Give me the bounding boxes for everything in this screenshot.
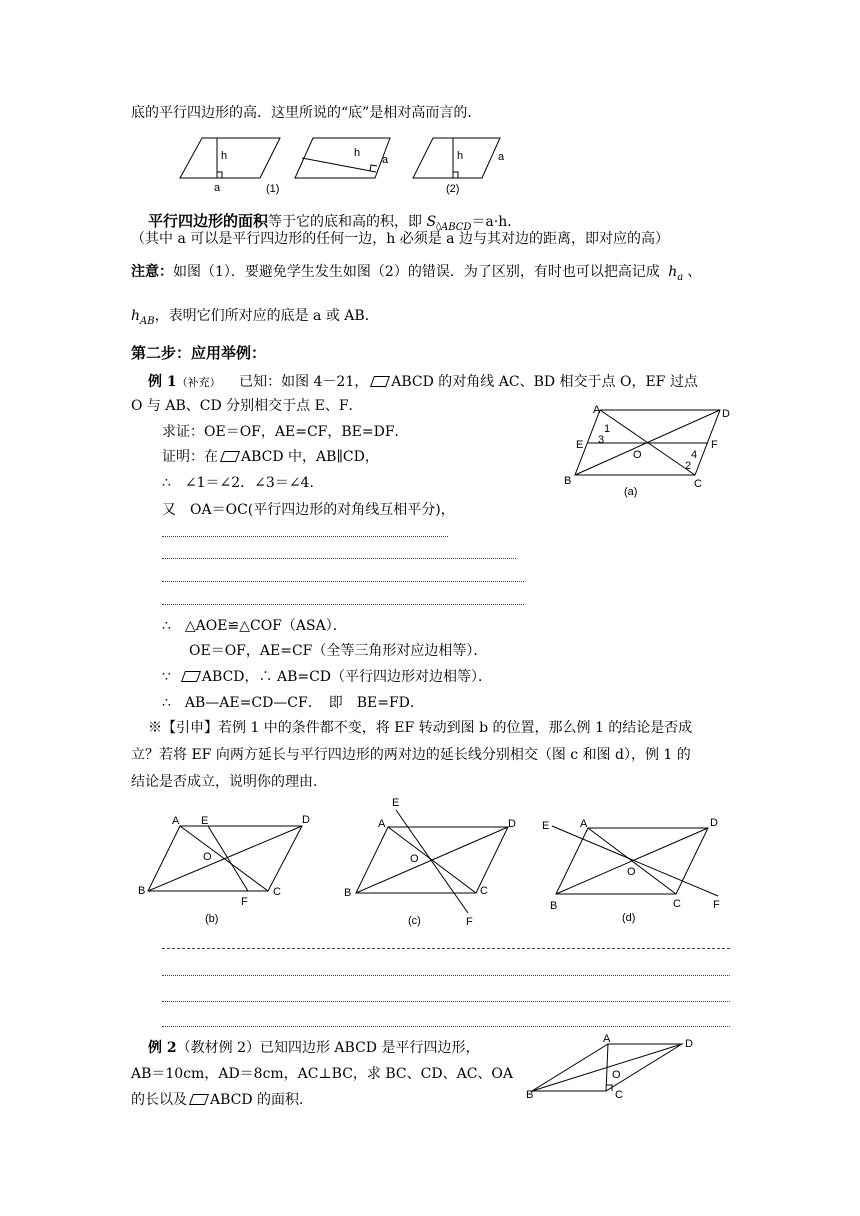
area-text-pre: 等于它的底和高的积，即 <box>268 214 423 230</box>
ex2-line-3 <box>131 1090 313 1110</box>
ex1-line-1 <box>148 372 698 393</box>
angle-1: 1 <box>604 423 611 435</box>
parallelogram-icon <box>181 671 201 682</box>
figure-2 <box>413 138 505 195</box>
h-symbol: h <box>668 264 678 280</box>
caption-c: (c) <box>408 915 421 927</box>
label-D: D <box>710 817 718 829</box>
height-figures <box>170 130 530 200</box>
area-text-post: ＝a·h． <box>471 214 522 230</box>
ex1-tag: （补充） <box>176 376 221 389</box>
ex1-prove: 求证：OE＝OF，AE=CF，BE=DF． <box>162 424 409 440</box>
label-C: C <box>273 886 281 898</box>
label-F: F <box>241 896 248 908</box>
intro-text: 底的平行四边形的高．这里所说的“底”是相对高而言的． <box>131 105 482 121</box>
notice-line-1 <box>131 262 701 288</box>
notice-text-2: ，表明它们所对应的底是 a 或 AB． <box>154 308 379 324</box>
label-a: a <box>498 151 505 163</box>
label-B: B <box>344 887 352 899</box>
figure-1b <box>266 138 390 195</box>
label-E: E <box>576 439 584 451</box>
caption-2: (2) <box>446 183 460 195</box>
ex1-conclusion-1: ∴ △AOE≌△COF（ASA）． <box>162 618 347 634</box>
h-symbol: h <box>131 308 141 324</box>
notice-line-2 <box>131 306 379 332</box>
label-D: D <box>508 818 516 830</box>
label-F: F <box>466 916 473 928</box>
caption-b: (b) <box>205 913 219 925</box>
angle-2: 2 <box>685 460 692 472</box>
label-C: C <box>673 898 681 910</box>
notice-separator: 、 <box>687 264 702 280</box>
label-O: O <box>203 851 212 863</box>
label-D: D <box>685 1038 693 1050</box>
label-O: O <box>627 866 636 878</box>
area-symbol-sub: ◊ABCD <box>436 222 472 233</box>
extension-line-2: 立？若将 EF 向两方延长与平行四边形的两对边的延长线分别相交（图 c 和图 d），例 1 的 <box>131 747 691 763</box>
answer-line <box>162 1026 730 1027</box>
answer-line <box>162 1001 730 1002</box>
figure-c <box>344 797 516 928</box>
label-F: F <box>713 899 720 911</box>
label-A: A <box>378 818 386 830</box>
figure-1a <box>180 138 280 194</box>
ex1-line-2: O 与 AB、CD 分别相交于点 E、F． <box>131 398 363 414</box>
ex1-conclusion-3-text: ABCD，∴ AB=CD（平行四边形对边相等）． <box>201 669 493 685</box>
label-A: A <box>593 404 601 416</box>
label-O: O <box>633 449 642 461</box>
step2-heading: 第二步：应用举例： <box>131 344 267 362</box>
ex1-conclusion-2: OE＝OF，AE=CF（全等三角形对应边相等）． <box>189 643 488 659</box>
label-O: O <box>410 853 419 865</box>
angle-3: 3 <box>598 434 605 446</box>
ex2-text-1: （教材例 2）已知四边形 ABCD 是平行四边形， <box>176 1040 480 1056</box>
figure-d <box>542 817 720 924</box>
h-sub-ab: AB <box>140 316 155 327</box>
ex1-proof-pre: 证明：在 <box>162 449 218 465</box>
because-symbol: ∵ <box>162 669 171 685</box>
area-note: （其中 a 可以是平行四边形的任何一边，h 必须是 a 边与其对边的距离，即对应的高） <box>131 231 669 247</box>
label-B: B <box>550 900 558 912</box>
ex1-diagonals: 又 OA＝OC(平行四边形的对角线互相平分)， <box>162 502 455 518</box>
ex2-text-3-post: ABCD 的面积． <box>210 1092 314 1108</box>
figure-b <box>138 814 310 925</box>
notice-text: 如图（1）．要避免学生发生如图（2）的错误．为了区别，有时也可以把高记成 <box>173 264 660 280</box>
ex1-proof-post: ABCD 中，AB∥CD， <box>241 449 379 465</box>
blank-line <box>162 536 448 537</box>
ex2-title: 例 2 <box>148 1040 177 1056</box>
ex2-line-2: AB＝10cm，AD＝8cm，AC⊥BC，求 BC、CD、AC、OA <box>131 1066 513 1082</box>
label-h: h <box>457 150 464 162</box>
label-C: C <box>615 1089 623 1101</box>
label-D: D <box>302 814 310 826</box>
label-a: a <box>382 154 389 166</box>
label-C: C <box>480 885 488 897</box>
label-A: A <box>603 1033 611 1045</box>
label-E: E <box>542 820 550 832</box>
caption-a: (a) <box>624 486 638 498</box>
label-a: a <box>214 182 221 194</box>
blank-line <box>162 604 524 605</box>
label-A: A <box>172 815 180 827</box>
ex1-proof-start <box>162 447 379 467</box>
extension-line-3: 结论是否成立，说明你的理由． <box>131 774 327 790</box>
label-A: A <box>580 818 588 830</box>
parallelogram-icon <box>189 1094 209 1105</box>
label-B: B <box>138 885 146 897</box>
answer-line <box>162 975 730 976</box>
caption-d: (d) <box>622 912 636 924</box>
label-B: B <box>526 1089 534 1101</box>
label-h: h <box>354 147 361 159</box>
blank-line <box>162 558 516 559</box>
ex1-given-post: ABCD 的对角线 AC、BD 相交于点 O，EF 过点 <box>391 374 698 390</box>
label-h: h <box>221 150 228 162</box>
label-E: E <box>392 797 400 809</box>
area-term: 平行四边形的面积 <box>148 212 269 230</box>
ex1-conclusion-4: ∴ AB—AE=CD—CF． 即 BE=FD． <box>162 695 424 711</box>
ex2-line-1 <box>148 1038 479 1058</box>
ex1-title: 例 1 <box>148 374 177 390</box>
caption-1: (1) <box>266 183 280 195</box>
notice-label: 注意： <box>131 264 173 280</box>
answer-line <box>162 948 730 949</box>
h-sub-a: a <box>677 272 684 283</box>
figure-a <box>560 400 740 500</box>
ex1-given-pre: 已知：如图 4－21， <box>239 374 369 390</box>
label-E: E <box>201 815 209 827</box>
angle-4: 4 <box>691 449 698 461</box>
label-O: O <box>612 1069 621 1081</box>
label-C: C <box>694 478 702 490</box>
ex2-text-3-pre: 的长以及 <box>131 1092 187 1108</box>
blank-line <box>162 581 524 582</box>
parallelogram-icon <box>370 376 390 387</box>
ex1-angles: ∴ ∠1＝∠2．∠3＝∠4． <box>162 475 324 491</box>
parallelogram-icon <box>220 451 240 462</box>
extension-line-1: ※【引申】若例 1 中的条件都不变，将 EF 转动到图 b 的位置，那么例 1 的结论是否成 <box>148 720 693 736</box>
figure-e <box>520 1030 710 1110</box>
label-B: B <box>564 475 572 487</box>
ex1-conclusion-3 <box>162 667 492 687</box>
area-symbol: S <box>426 214 437 230</box>
label-D: D <box>722 408 730 420</box>
label-F: F <box>711 439 718 451</box>
figures-bcd <box>130 790 750 930</box>
